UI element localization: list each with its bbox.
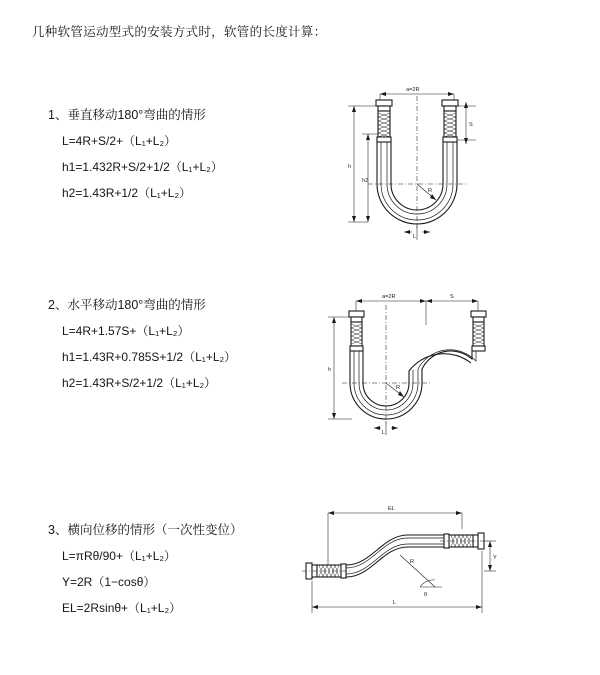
section-1-diagram: [308, 72, 508, 272]
section-3-diagram: [290, 495, 500, 635]
section-1-formula-2: h1=1.432R+S/2+1/2（L₁+L₂）: [62, 160, 223, 174]
section-3-formula-1: L=πRθ/90+（L₁+L₂）: [62, 549, 177, 563]
dim-label-h-2: h: [328, 367, 332, 373]
dim-label-h: h: [348, 164, 352, 170]
section-2-diagram: [308, 283, 508, 473]
dim-label-r-2: R: [396, 385, 401, 391]
section-1-formula-1: L=4R+S/2+（L₁+L₂）: [62, 134, 177, 148]
section-2-formulas: [48, 295, 318, 391]
dim-label-a2r: a=2R: [406, 87, 420, 93]
dim-label-r: R: [428, 188, 433, 194]
section-1-formula-3: h2=1.43R+1/2（L₁+L₂）: [62, 186, 192, 200]
section-1-title: 1、垂直移动180°弯曲的情形: [48, 108, 206, 122]
section-2-formula-3: h2=1.43R+S/2+1/2（L₁+L₂）: [62, 376, 217, 390]
section-3-formula-2: Y=2R（1−cosθ）: [62, 575, 156, 589]
section-3-title: 3、横向位移的情形（一次性变位）: [48, 523, 243, 537]
dim-label-l: L: [413, 234, 417, 240]
dim-label-h2: h2: [362, 178, 369, 184]
section-1-formulas: [48, 105, 318, 201]
dim-label-s-2: S: [450, 294, 454, 300]
section-2-formula-2: h1=1.43R+0.785S+1/2（L₁+L₂）: [62, 350, 237, 364]
dim-label-s: S: [469, 122, 473, 128]
dim-label-r-3: R: [410, 559, 415, 565]
intro-text: 几种软管运动型式的安装方式时，软管的长度计算：: [32, 25, 327, 39]
dim-label-l-3: L: [393, 600, 397, 606]
dim-label-el: EL: [388, 506, 395, 512]
dim-label-l-2: L: [382, 430, 386, 436]
section-3-formulas: [48, 520, 318, 616]
section-2-title: 2、水平移动180°弯曲的情形: [48, 298, 206, 312]
dim-label-a2r-2: a=2R: [382, 294, 396, 300]
dim-label-y: Y: [493, 555, 497, 561]
section-2-formula-1: L=4R+1.57S+（L₁+L₂）: [62, 324, 190, 338]
dim-label-theta: θ: [424, 592, 428, 598]
section-3-formula-3: EL=2Rsinθ+（L₁+L₂）: [62, 601, 182, 615]
